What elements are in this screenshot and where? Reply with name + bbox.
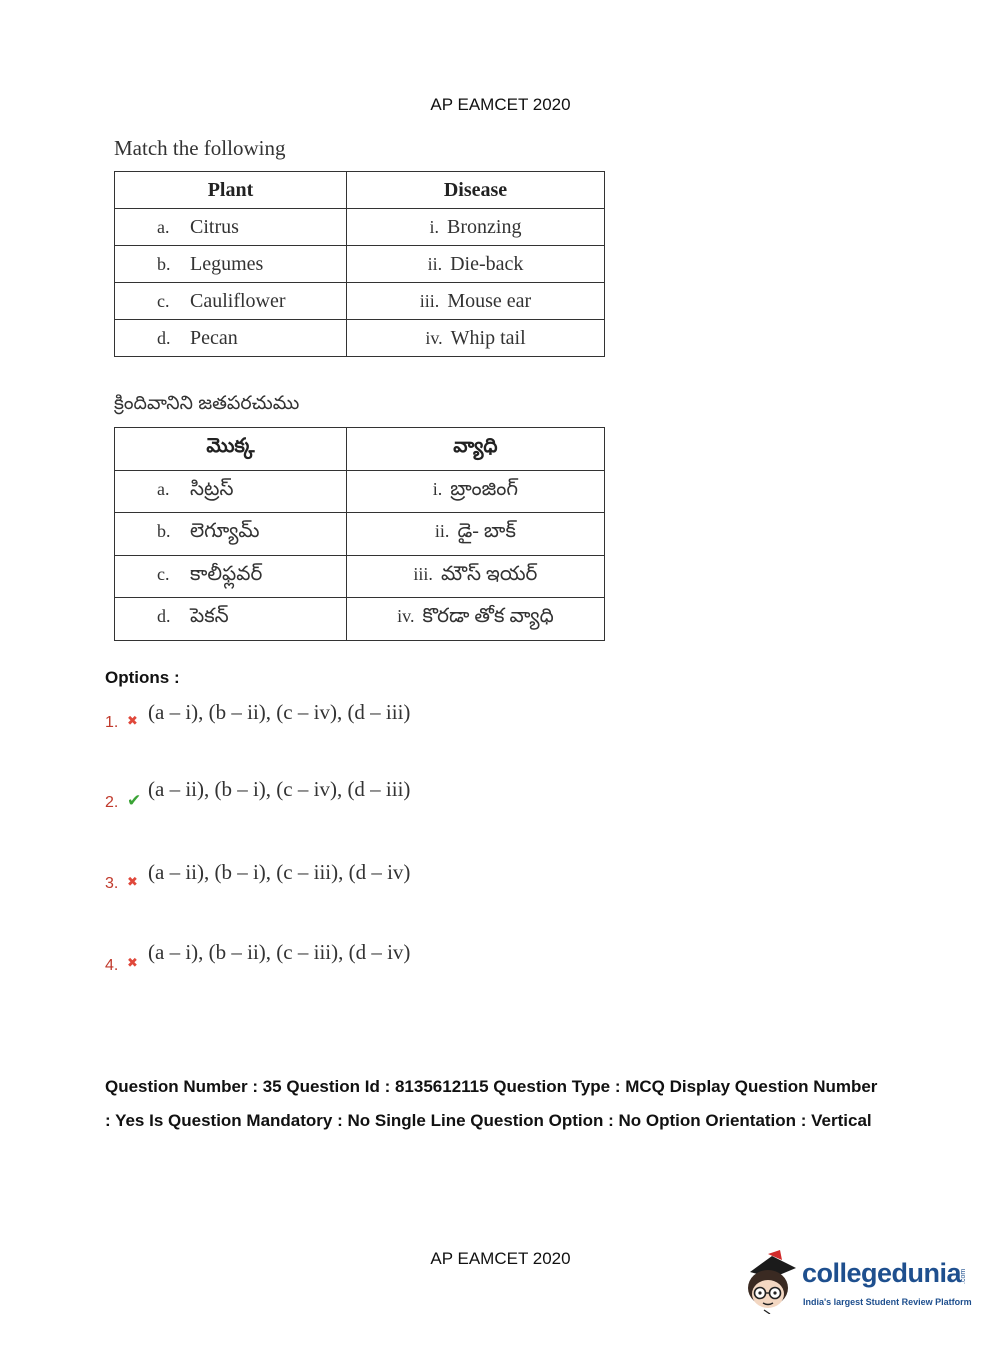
column-header-disease-te: వ్యాధి — [346, 428, 604, 471]
row-label: b. — [157, 253, 171, 274]
disease-name: Whip tail — [450, 326, 526, 349]
table-row — [115, 513, 605, 556]
plant-name: లెగ్యూమ్ — [190, 520, 260, 543]
option-number: 2. — [105, 794, 119, 811]
option-text: (a – i), (b – ii), (c – iv), (d – iii) — [148, 700, 411, 724]
plant-name: Legumes — [190, 252, 264, 275]
table-row — [115, 598, 605, 641]
plant-name: పెకన్ — [190, 605, 229, 628]
cross-icon: ✖ — [127, 874, 138, 889]
option-text: (a – ii), (b – i), (c – iii), (d – iv) — [148, 860, 411, 884]
row-label: ii. — [427, 253, 443, 274]
row-label: c. — [157, 290, 170, 311]
table-row — [115, 470, 605, 513]
row-label: iii. — [413, 563, 433, 584]
check-icon: ✔ — [127, 791, 142, 810]
column-header-plant-te: మొక్క — [115, 428, 347, 471]
column-header-disease: Disease — [346, 172, 604, 209]
disease-name: కొరడా తోక వ్యాధి — [422, 605, 554, 628]
question-meta: Question Number : 35 Question Id : 8135612115 Question Type : MCQ Display Question Number : Yes Is Question Mandatory : No Single Line Question Option : No Option Orientation : Vertical — [105, 1077, 878, 1130]
row-label: d. — [157, 606, 171, 627]
plant-name: Cauliflower — [190, 289, 286, 312]
row-label: ii. — [434, 521, 450, 542]
row-label: i. — [429, 216, 440, 237]
disease-name: Bronzing — [447, 215, 522, 238]
option-text: (a – ii), (b – i), (c – iv), (d – iii) — [148, 777, 411, 801]
disease-name: బ్రాంజింగ్ — [450, 477, 519, 500]
page-footer-title: AP EAMCET 2020 — [430, 1249, 571, 1268]
plant-name: Pecan — [190, 326, 238, 349]
disease-name: Mouse ear — [447, 289, 532, 312]
row-label: iv. — [425, 327, 443, 348]
question-heading-en: Match the following — [114, 136, 286, 160]
plant-name: సిట్రస్ — [190, 477, 234, 500]
row-label: iv. — [397, 606, 415, 627]
logo-tagline: India's largest Student Review Platform — [803, 1297, 972, 1307]
match-table-en — [114, 171, 605, 357]
collegedunia-logo[interactable] — [742, 1248, 982, 1318]
row-label: c. — [157, 563, 170, 584]
plant-name: కాలీఫ్లవర్ — [190, 562, 263, 585]
column-header-plant: Plant — [115, 172, 347, 209]
row-label: i. — [432, 478, 443, 499]
option-number: 1. — [105, 714, 119, 731]
table-row — [115, 283, 605, 320]
options-title: Options : — [105, 668, 180, 687]
cross-icon: ✖ — [127, 713, 138, 728]
row-label: a. — [157, 216, 170, 237]
row-label: a. — [157, 478, 170, 499]
row-label: b. — [157, 521, 171, 542]
table-row — [115, 555, 605, 598]
disease-name: మౌస్ ఇయర్ — [440, 562, 538, 585]
page-header-title: AP EAMCET 2020 — [430, 95, 571, 114]
plant-name: Citrus — [190, 215, 239, 238]
disease-name: Die-back — [450, 252, 524, 275]
logo-wordmark: collegedunia — [802, 1258, 962, 1288]
disease-name: డై- బాక్ — [457, 520, 516, 543]
row-label: iii. — [419, 290, 440, 311]
table-row — [115, 320, 605, 357]
option-text: (a – i), (b – ii), (c – iii), (d – iv) — [148, 940, 411, 964]
logo-tld: .com — [960, 1268, 967, 1284]
cross-icon: ✖ — [127, 955, 138, 970]
table-row — [115, 209, 605, 246]
match-table-te — [114, 427, 605, 641]
row-label: d. — [157, 327, 171, 348]
question-heading-te: క్రిందివానిని జతపరచుము — [114, 393, 300, 414]
table-row — [115, 246, 605, 283]
mascot-icon — [742, 1248, 800, 1314]
option-number: 4. — [105, 957, 119, 974]
option-number: 3. — [105, 875, 119, 892]
